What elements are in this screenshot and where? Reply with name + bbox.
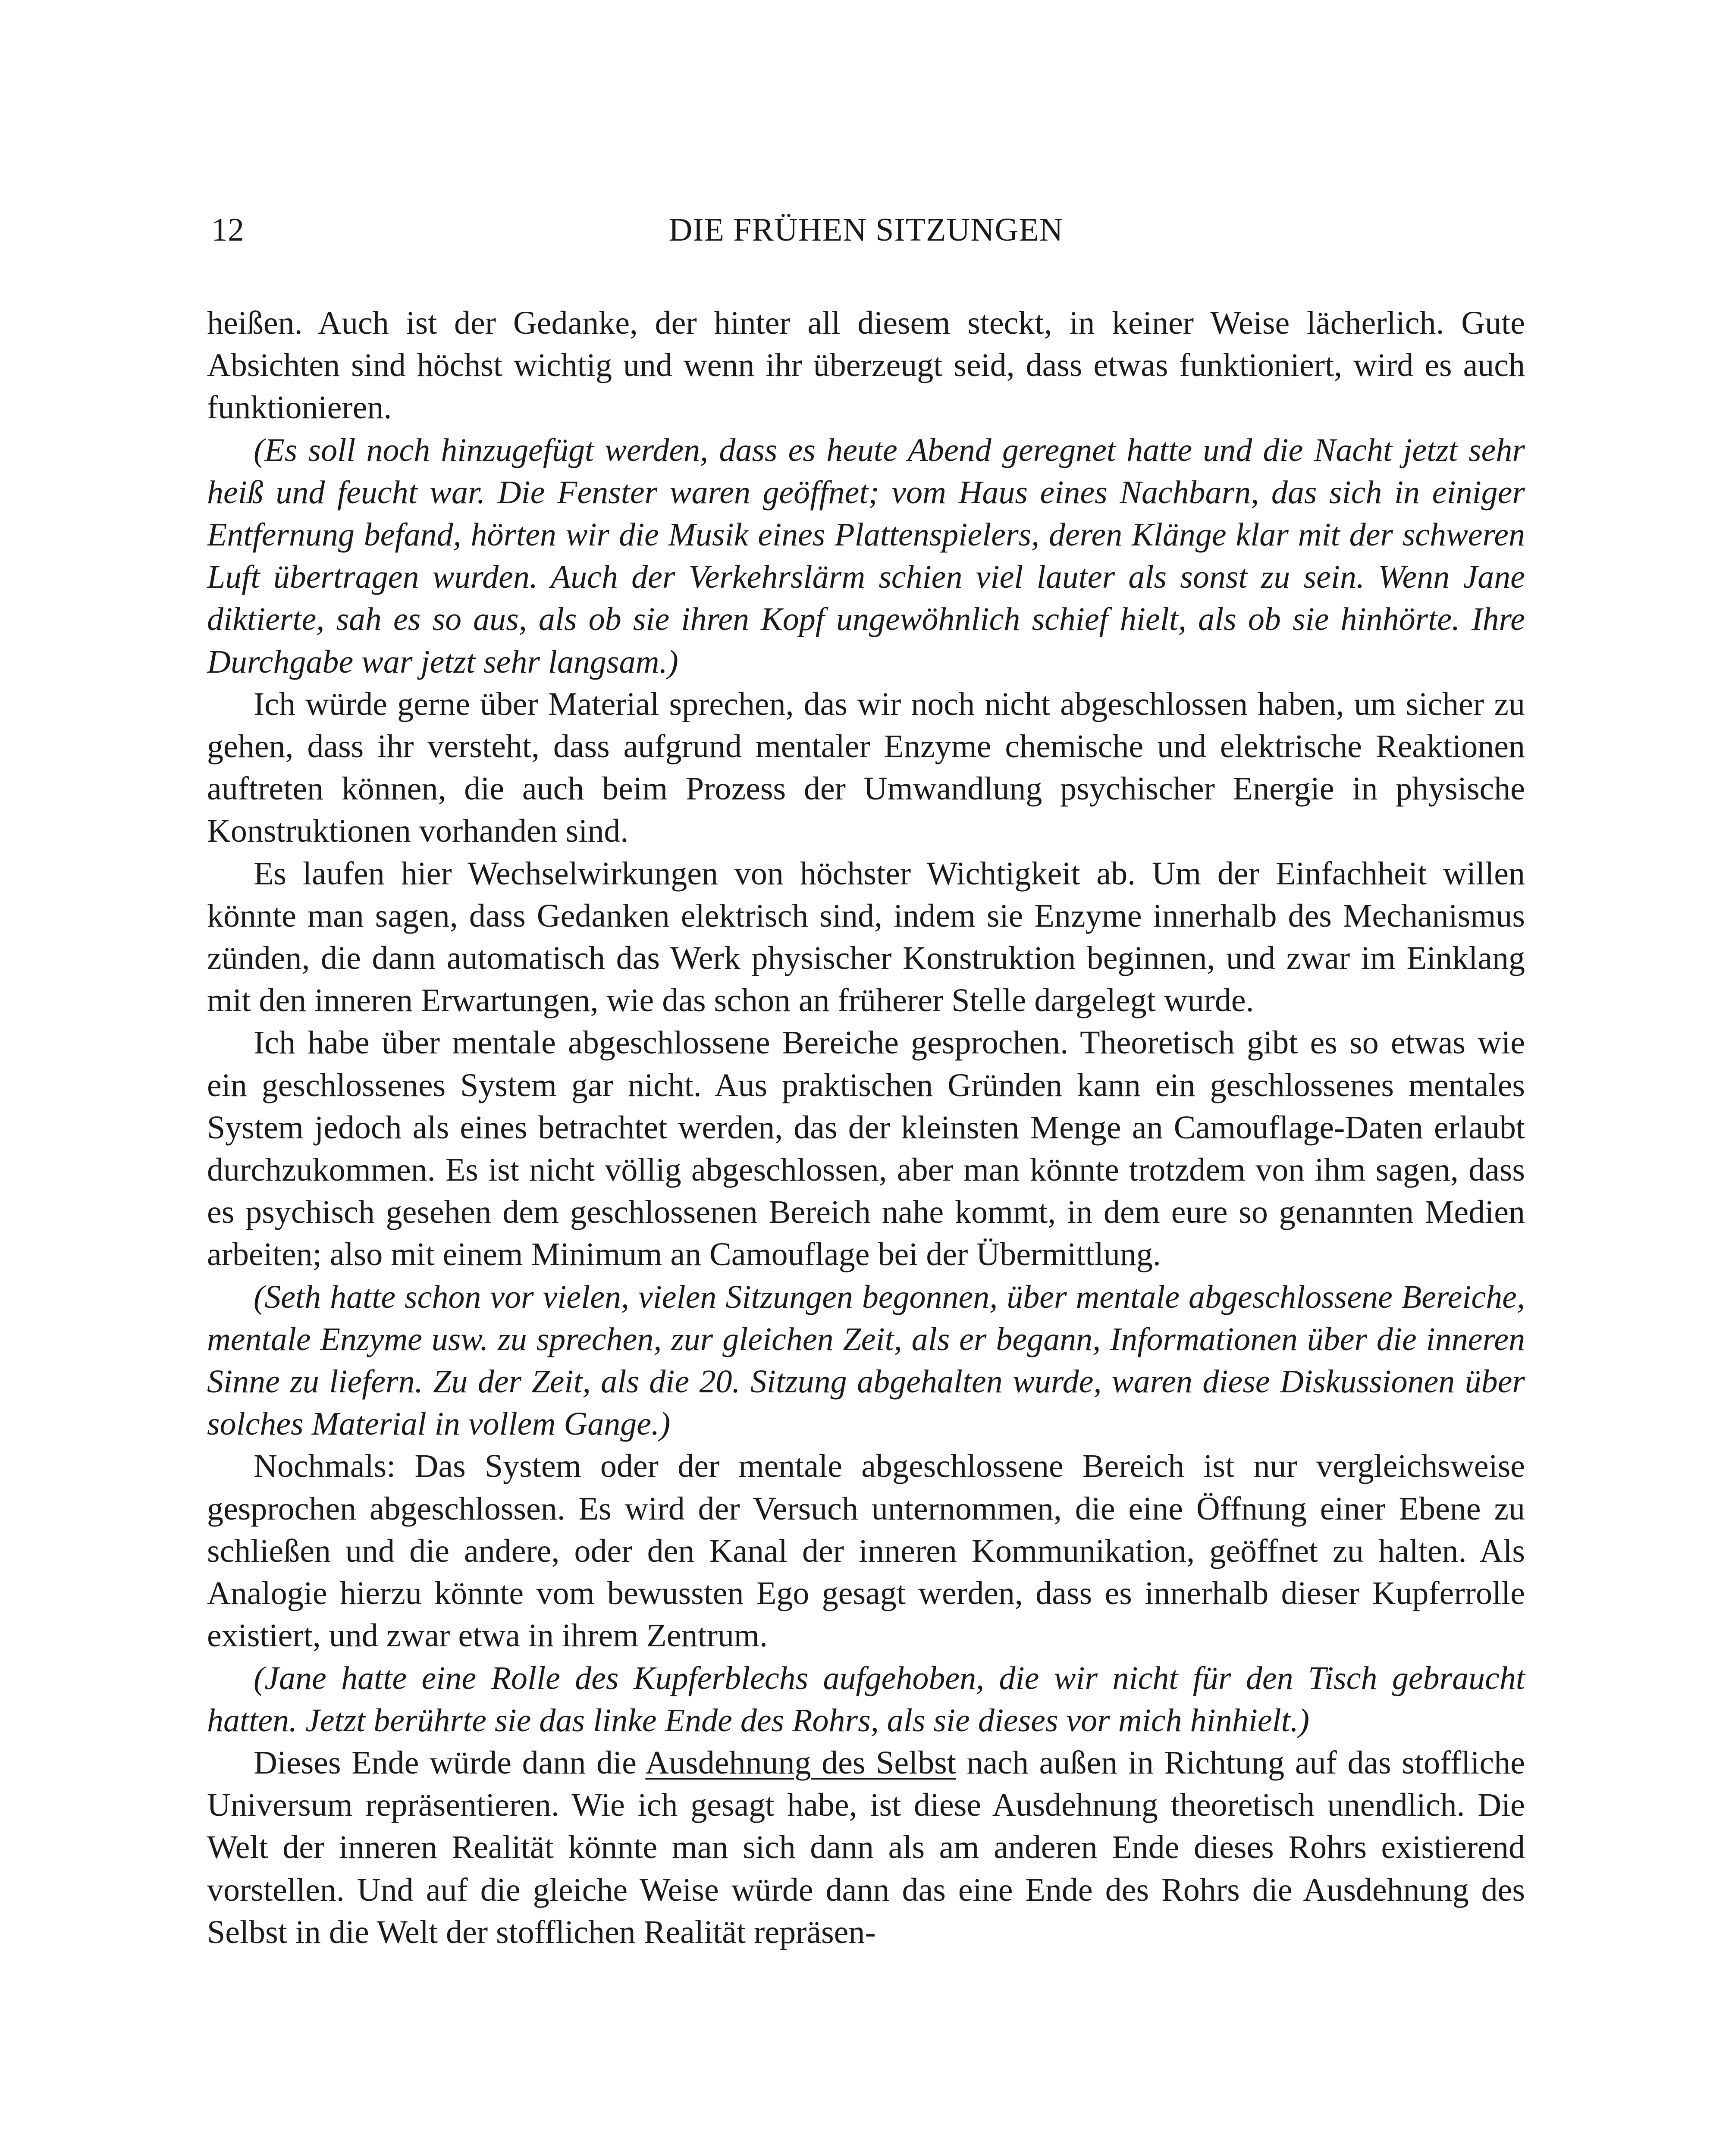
italic-note-3: (Jane hatte eine Rolle des Kupferblechs aufgehoben, die wir nicht für den Tisch gebraucht hatten. Jetzt berührte sie das linke Ende des Rohrs, als sie dieses vor mich hinhielt.) — [207, 1660, 1525, 1739]
paragraph-7: Nochmals: Das System oder der mentale abgeschlossene Bereich ist nur vergleichsweise gesprochen abgeschlossen. Es wird der Versuch unternommen, die eine Öffnung einer Ebene zu schließen und die andere, oder den Kanal der inneren Kommunikation, geöffnet zu halten. Als Analogie hierzu könnte vom bewussten Ego gesagt werden, dass es innerhalb dieser Kupferrolle existiert, und zwar etwa in ihrem Zentrum. — [207, 1448, 1525, 1654]
underlined-phrase: Ausdehnung des Selbst — [645, 1744, 956, 1781]
body-text — [207, 302, 1525, 1953]
paragraph-3: Ich würde gerne über Material sprechen, das wir noch nicht abgeschlossen haben, um sicher zu gehen, dass ihr versteht, dass aufgrund mentaler Enzyme chemische und elektrische Reaktionen auftreten können, die auch beim Prozess der Umwandlung psychischer Energie in physische Konstruktionen vorhanden sind. — [207, 686, 1525, 849]
paragraph-5: Ich habe über mentale abgeschlossene Bereiche gesprochen. Theoretisch gibt es so etwas wie ein geschlossenes System gar nicht. Aus praktischen Gründen kann ein geschlossenes mentales System jedoch als eines betrachtet werden, das der kleinsten Menge an Camouflage-Daten erlaubt durchzukommen. Es ist nicht völlig abgeschlossen, aber man könnte trotzdem von ihm sagen, dass es psychisch gesehen dem geschlossenen Bereich nahe kommt, in dem eure so genannten Medien arbeiten; also mit einem Minimum an Camouflage bei der Übermittlung. — [207, 1025, 1525, 1273]
page-number: 12 — [211, 212, 244, 248]
paragraph-last-start: Dieses Ende würde dann die — [254, 1744, 646, 1781]
chapter-title: DIE FRÜHEN SITZUNGEN — [668, 212, 1064, 248]
paragraph-4: Es laufen hier Wechselwirkungen von höchster Wichtigkeit ab. Um der Einfachheit willen könnte man sagen, dass Gedanken elektrisch sind, indem sie Enzyme innerhalb des Mechanismus zünden, die dann automatisch das Werk physischer Konstruktion beginnen, und zwar im Einklang mit den inneren Erwartungen, wie das schon an früherer Stelle dargelegt wurde. — [207, 855, 1525, 1019]
italic-note-2: (Seth hatte schon vor vielen, vielen Sitzungen begonnen, über mentale abgeschlossene Bereiche, mentale Enzyme usw. zu sprechen, zur gleichen Zeit, als er begann, Informationen über die inneren Sinne zu liefern. Zu der Zeit, als die 20. Sitzung abgehalten wurde, waren diese Diskussionen über solches Material in vollem Gange.) — [207, 1279, 1525, 1442]
paragraph-last — [207, 1742, 1525, 1953]
italic-note-1: (Es soll noch hinzugefügt werden, dass es heute Abend geregnet hatte und die Nacht jetzt sehr heiß und feucht war. Die Fenster waren geöffnet; vom Haus eines Nachbarn, das sich in einiger Entfernung befand, hörten wir die Musik eines Plattenspielers, deren Klänge klar mit der schweren Luft übertragen wurden. Auch der Verkehrslärm schien viel lauter als sonst zu sein. Wenn Jane diktierte, sah es so aus, als ob sie ihren Kopf ungewöhnlich schief hielt, als ob sie hinhörte. Ihre Durchgabe war jetzt sehr langsam.) — [207, 432, 1525, 680]
running-head — [211, 206, 1521, 254]
paragraph-last-end: nach außen in Richtung auf das stoffliche Universum repräsentieren. Wie ich gesagt habe, ist diese Ausdehnung theoretisch unendlich. Die Welt der inneren Realität könnte man sich dann als am anderen Ende dieses Rohrs existierend vorstellen. Und auf die gleiche Weise würde dann das eine Ende des Rohrs die Ausdehnung des Selbst in die Welt der stofflichen Realität repräsen- — [207, 1744, 1525, 1950]
paragraph-1: heißen. Auch ist der Gedanke, der hinter all diesem steckt, in keiner Weise lächerlich. Gute Absichten sind höchst wichtig und wenn ihr überzeugt seid, dass etwas funktioniert, wird es auch funktionieren. — [207, 305, 1525, 426]
